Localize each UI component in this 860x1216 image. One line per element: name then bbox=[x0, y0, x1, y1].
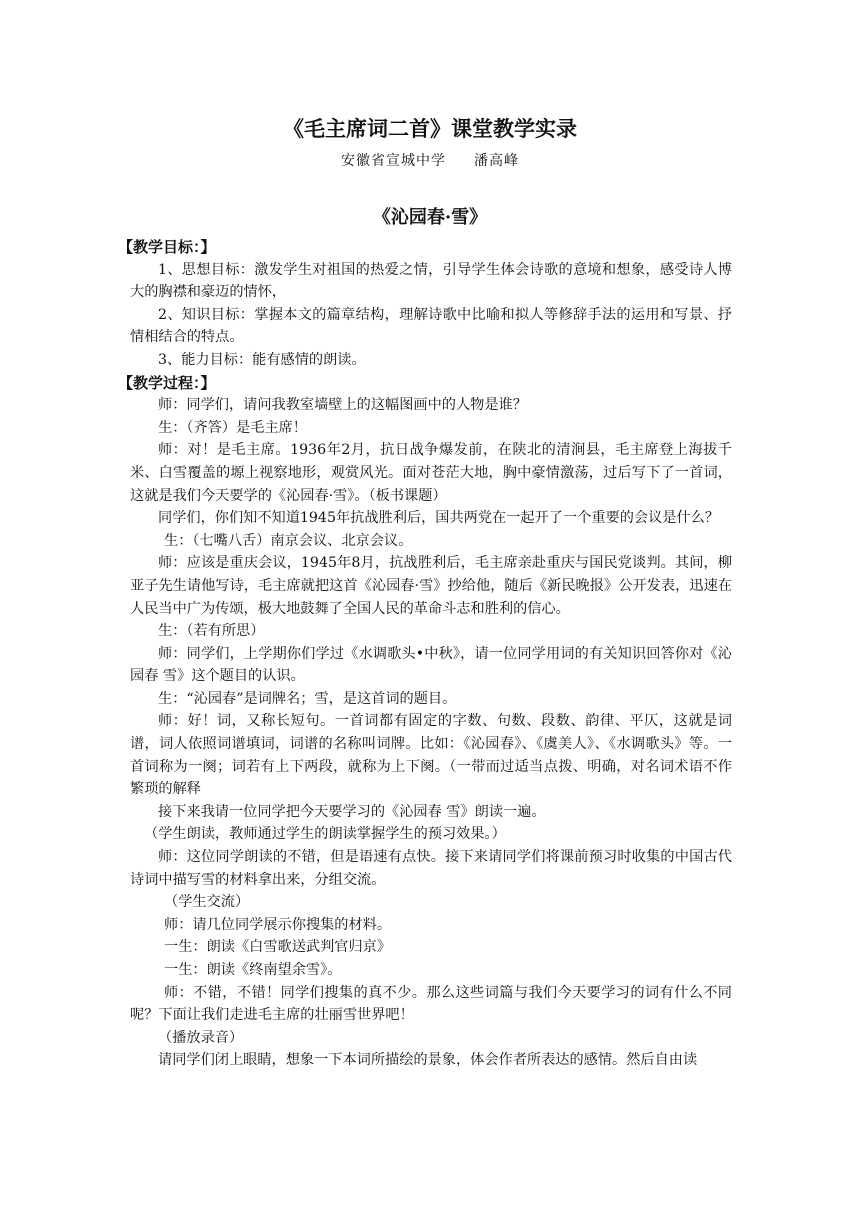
dialogue-paragraph: 生：（七嘴八舌）南京会议、北京会议。 bbox=[164, 532, 413, 549]
dialogue-paragraph: 请同学们闭上眼睛，想象一下本词所描绘的景象，体会作者所表达的感情。然后自由读 bbox=[158, 1052, 698, 1069]
dialogue-paragraph: （播放录音） bbox=[158, 1029, 244, 1046]
dialogue-paragraph: 一生：朗读《白雪歌送武判官归京》 bbox=[164, 939, 392, 956]
author-name: 潘高峰 bbox=[474, 153, 519, 169]
dialogue-paragraph: 同学们，你们知不知道1945年抗战胜利后，国共两党在一起开了一个重要的会议是什么？ bbox=[158, 510, 720, 527]
dialogue-paragraph: 师：应该是重庆会议，1945年8月，抗战胜利后，毛主席亲赴重庆与国民党谈判。其间，柳亚子先生请他写诗，毛主席就把这首《沁园春·雪》抄给他，随后《新民晚报》公开发表，迅速在人民当中广为传颂，极大地鼓舞了全国人民的革命斗志和胜利的信心。 bbox=[130, 555, 732, 617]
goal-paragraph: 3、能力目标：能有感情的朗读。 bbox=[158, 351, 366, 368]
dialogue-paragraph: 师：同学们，上学期你们学过《水调歌头•中秋》，请一位同学用词的有关知识回答你对《沁园春 雪》这个题目的认识。 bbox=[130, 645, 732, 685]
dialogue-paragraph: 生：“沁园春”是词牌名；雪，是这首词的题目。 bbox=[158, 690, 457, 707]
dialogue-paragraph: 生：（若有所思） bbox=[158, 623, 265, 640]
goal-paragraph: 1、思想目标：激发学生对祖国的热爱之情，引导学生体会诗歌的意境和想象，感受诗人博大的胸襟和豪迈的情怀， bbox=[130, 261, 732, 301]
dialogue-paragraph: 师：不错，不错！同学们搜集的真不少。那么这些词篇与我们今天要学习的词有什么不同呢？下面让我们走进毛主席的壮丽雪世界吧！ bbox=[130, 984, 732, 1024]
dialogue-paragraph: 师：对！是毛主席。1936年2月，抗日战争爆发前，在陕北的清涧县，毛主席登上海拔千米、白雪覆盖的塬上视察地形，观赏风光。面对苍茫大地，胸中豪情激荡，过后写下了一首词，这就是我们今天要学的《沁园春·雪》。（板书课题） bbox=[130, 442, 732, 504]
dialogue-paragraph: 师：请几位同学展示你搜集的材料。 bbox=[164, 916, 392, 933]
document-title: 《毛主席词二首》课堂教学实录 bbox=[283, 116, 577, 141]
dialogue-paragraph: 生：（齐答）是毛主席！ bbox=[158, 419, 307, 436]
dialogue-paragraph: 一生：朗读《终南望余雪》。 bbox=[164, 962, 342, 978]
dialogue-paragraph: （学生朗读，教师通过学生的朗读掌握学生的预习效果。） bbox=[144, 826, 506, 843]
dialogue-paragraph: 师：这位同学朗读的不错，但是语速有点快。接下来请同学们将课前预习时收集的中国古代诗词中描写雪的材料拿出来，分组交流。 bbox=[130, 849, 732, 888]
dialogue-paragraph: 接下来我请一位同学把今天要学习的《沁园春 雪》朗读一遍。 bbox=[158, 803, 546, 820]
process-heading: 【教学过程：】 bbox=[118, 373, 216, 392]
goal-paragraph: 2、知识目标：掌握本文的篇章结构，理解诗歌中比喻和拟人等修辞手法的运用和写景、抒情相结合的特点。 bbox=[130, 306, 732, 346]
author-line bbox=[0, 152, 860, 170]
school-name: 安徽省宣城中学 bbox=[341, 153, 446, 169]
dialogue-paragraph: （学生交流） bbox=[164, 894, 250, 911]
document-body bbox=[118, 236, 732, 1072]
dialogue-paragraph: 师：同学们，请问我教室墙壁上的这幅图画中的人物是谁？ bbox=[158, 397, 527, 414]
dialogue-paragraph: 师：好！词，又称长短句。一首词都有固定的字数、句数、段数、韵律、平仄，这就是词谱，词人依照词谱填词，词谱的名称叫词牌。比如：《沁园春》、《虞美人》、《水调歌头》等。一首词称为一阕；词若有上下两段，就称为上下阕。（一带而过适当点拨、明确，对名词术语不作繁琐的解释 bbox=[130, 713, 732, 798]
poem-title: 《沁园春·雪》 bbox=[372, 207, 488, 228]
goals-heading: 【教学目标：】 bbox=[118, 238, 216, 256]
